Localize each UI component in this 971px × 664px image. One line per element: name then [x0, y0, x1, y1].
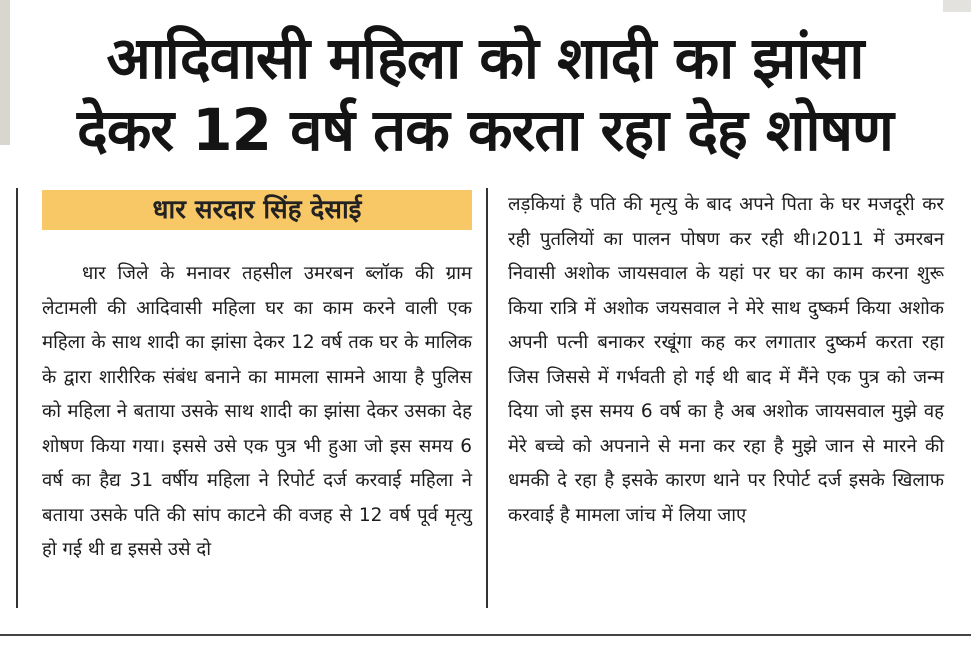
- byline: धार सरदार सिंह देसाई: [42, 190, 472, 230]
- headline-line-1: आदिवासी महिला को शादी का झांसा: [106, 24, 864, 92]
- adjacent-clipping-edge: [0, 0, 10, 145]
- middle-column-rule: [486, 188, 488, 608]
- article-left-column: धार जिले के मनावर तहसील उमरबन ब्लॉक की ग्राम लेटामली की आदिवासी महिला घर का काम करने वाली एक महिला के साथ शादी का झांसा देकर 12 वर्ष तक घर के मालिक के द्वारा शारीरिक संबंध बनाने का मामला सामने आया है पुलिस को महिला ने बताया उसके साथ शादी का झांसा देकर उसका देह शोषण किया गया। इससे उसे एक पुत्र भी हुआ जो इस समय 6 वर्ष का हैद्य 31 वर्षीय महिला ने रिपोर्ट दर्ज करवाई महिला ने बताया उसके पति की सांप काटने की वजह से 12 वर्ष पूर्व मृत्यु हो गई थी द्य इससे उसे दो: [42, 263, 472, 560]
- adjacent-clipping-corner: [943, 0, 971, 12]
- bottom-rule: [0, 634, 971, 636]
- left-column-rule: [16, 188, 18, 608]
- headline-line-2: देकर 12 वर्ष तक करता रहा देह शोषण: [77, 96, 893, 164]
- headline: [20, 22, 950, 166]
- article-right-column: लड़कियां है पति की मृत्यु के बाद अपने पिता के घर मजदूरी कर रही पुतलियों का पालन पोषण कर रही थी।2011 में उमरबन निवासी अशोक जायसवाल के यहां पर घर का काम करना शुरू किया रात्रि में अशोक जयसवाल ने मेरे साथ दुष्कर्म किया अशोक अपनी पत्नी बनाकर रखूंगा कह कर लगातार दुष्कर्म करता रहा जिस जिससे में गर्भवती हो गई थी बाद में मैंने एक पुत्र को जन्म दिया जो इस समय 6 वर्ष का है अब अशोक जायसवाल मुझे वह मेरे बच्चे को अपनाने से मना कर रहा है मुझे जान से मारने की धमकी दे रहा है इसके कारण थाने पर रिपोर्ट दर्ज इसके खिलाफ करवाई है मामला जांच में लिया जाए: [508, 194, 944, 526]
